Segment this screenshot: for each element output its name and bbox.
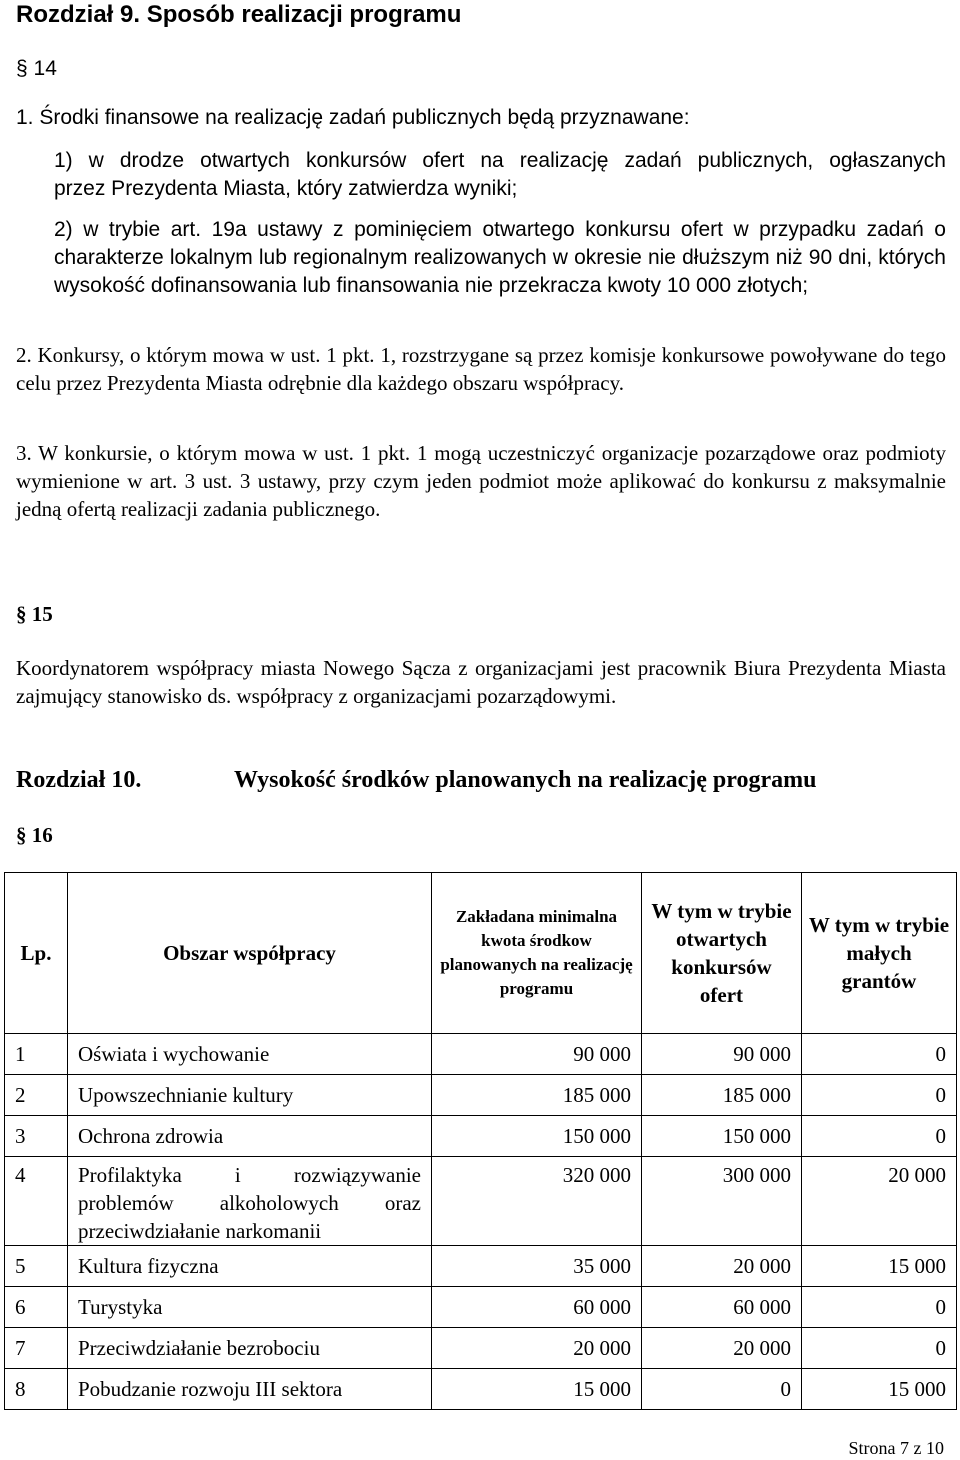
chapter-10-title: Wysokość środków planowanych na realizację programu bbox=[234, 767, 817, 793]
section-14-label: § 14 bbox=[16, 57, 57, 80]
table-header-row bbox=[5, 873, 957, 1034]
table-row bbox=[5, 1328, 957, 1369]
cell-open: 20 000 bbox=[642, 1328, 802, 1369]
table-row bbox=[5, 1116, 957, 1157]
paragraph-1-point-2: 2) w trybie art. 19a ustawy z pominięciem otwartego konkursu ofert w przypadku zadań o charakterze lokalnym lub regionalnym realizowanych w okresie nie dłuższym niż 90 dni, których wysokość dofinansowania lub finansowania nie przekracza kwoty 10 000 złotych; bbox=[54, 218, 946, 297]
cell-open: 185 000 bbox=[642, 1075, 802, 1116]
cell-min: 90 000 bbox=[432, 1034, 642, 1075]
cell-lp: 6 bbox=[5, 1287, 68, 1328]
paragraph-2: 2. Konkursy, o którym mowa w ust. 1 pkt. 1, rozstrzygane są przez komisje konkursowe powoływane do tego celu przez Prezydenta Miasta odrębnie dla każdego obszaru współpracy. bbox=[16, 343, 946, 395]
header-area: Obszar współpracy bbox=[68, 873, 432, 1034]
table-row bbox=[5, 1369, 957, 1410]
cell-min: 15 000 bbox=[432, 1369, 642, 1410]
cell-min: 150 000 bbox=[432, 1116, 642, 1157]
cell-min: 185 000 bbox=[432, 1075, 642, 1116]
cell-min: 35 000 bbox=[432, 1246, 642, 1287]
header-small-grants: W tym w trybie małych grantów bbox=[802, 873, 957, 1034]
point-1-line-1-text: 1) w drodze otwartych konkursów ofert na realizację zadań publicznych, ogłaszanych bbox=[54, 149, 946, 172]
cell-lp: 5 bbox=[5, 1246, 68, 1287]
table-row bbox=[5, 1157, 957, 1246]
cell-open: 20 000 bbox=[642, 1246, 802, 1287]
cell-area: Ochrona zdrowia bbox=[68, 1116, 432, 1157]
cell-open: 90 000 bbox=[642, 1034, 802, 1075]
cell-small: 0 bbox=[802, 1075, 957, 1116]
cell-min: 20 000 bbox=[432, 1328, 642, 1369]
cell-area: Oświata i wychowanie bbox=[68, 1034, 432, 1075]
cell-open: 60 000 bbox=[642, 1287, 802, 1328]
cell-lp: 4 bbox=[5, 1157, 68, 1246]
header-lp: Lp. bbox=[5, 873, 68, 1034]
chapter-10-label: Rozdział 10. bbox=[16, 767, 142, 793]
cell-open: 0 bbox=[642, 1369, 802, 1410]
section-16-label: § 16 bbox=[16, 823, 53, 847]
paragraph-1: 1. Środki finansowe na realizację zadań publicznych będą przyznawane: bbox=[16, 106, 690, 129]
cell-area: Turystyka bbox=[68, 1287, 432, 1328]
cell-lp: 7 bbox=[5, 1328, 68, 1369]
cell-min: 60 000 bbox=[432, 1287, 642, 1328]
cell-small: 0 bbox=[802, 1034, 957, 1075]
cell-area: Profilaktyka i rozwiązywanie problemów alkoholowych oraz przeciwdziałanie narkomanii bbox=[68, 1157, 432, 1246]
cell-small: 15 000 bbox=[802, 1246, 957, 1287]
cell-open: 150 000 bbox=[642, 1116, 802, 1157]
header-open-competitions: W tym w trybie otwartych konkursów ofert bbox=[642, 873, 802, 1034]
paragraph-1-point-1-line-2: przez Prezydenta Miasta, który zatwierdza wyniki; bbox=[54, 177, 518, 200]
header-min-amount: Zakładana minimalna kwota środkow planowanych na realizację programu bbox=[432, 873, 642, 1034]
table-row bbox=[5, 1075, 957, 1116]
section-15-label: § 15 bbox=[16, 602, 53, 626]
table-row bbox=[5, 1246, 957, 1287]
cell-area: Przeciwdziałanie bezrobociu bbox=[68, 1328, 432, 1369]
table-row bbox=[5, 1034, 957, 1075]
cell-area: Kultura fizyczna bbox=[68, 1246, 432, 1287]
paragraph-3: 3. W konkursie, o którym mowa w ust. 1 pkt. 1 mogą uczestniczyć organizacje pozarządowe oraz podmioty wymienione w art. 3 ust. 3 ustawy, przy czym jeden podmiot może aplikować do konkursu z maksymalnie jedną ofertą realizacji zadania publicznego. bbox=[16, 441, 946, 521]
cell-small: 0 bbox=[802, 1328, 957, 1369]
budget-table bbox=[4, 872, 957, 1410]
cell-small: 20 000 bbox=[802, 1157, 957, 1246]
cell-min: 320 000 bbox=[432, 1157, 642, 1246]
cell-lp: 2 bbox=[5, 1075, 68, 1116]
coordinator-paragraph: Koordynatorem współpracy miasta Nowego Sącza z organizacjami jest pracownik Biura Prezydenta Miasta zajmujący stanowisko ds. współpracy z organizacjami pozarządowymi. bbox=[16, 656, 946, 708]
paragraph-1-point-1-line-1 bbox=[54, 147, 946, 175]
chapter-9-title: Rozdział 9. Sposób realizacji programu bbox=[16, 1, 462, 28]
cell-small: 15 000 bbox=[802, 1369, 957, 1410]
cell-area: Pobudzanie rozwoju III sektora bbox=[68, 1369, 432, 1410]
cell-lp: 8 bbox=[5, 1369, 68, 1410]
cell-small: 0 bbox=[802, 1287, 957, 1328]
table-row bbox=[5, 1287, 957, 1328]
cell-lp: 3 bbox=[5, 1116, 68, 1157]
cell-open: 300 000 bbox=[642, 1157, 802, 1246]
cell-lp: 1 bbox=[5, 1034, 68, 1075]
cell-small: 0 bbox=[802, 1116, 957, 1157]
cell-area: Upowszechnianie kultury bbox=[68, 1075, 432, 1116]
page-number: Strona 7 z 10 bbox=[848, 1438, 944, 1458]
